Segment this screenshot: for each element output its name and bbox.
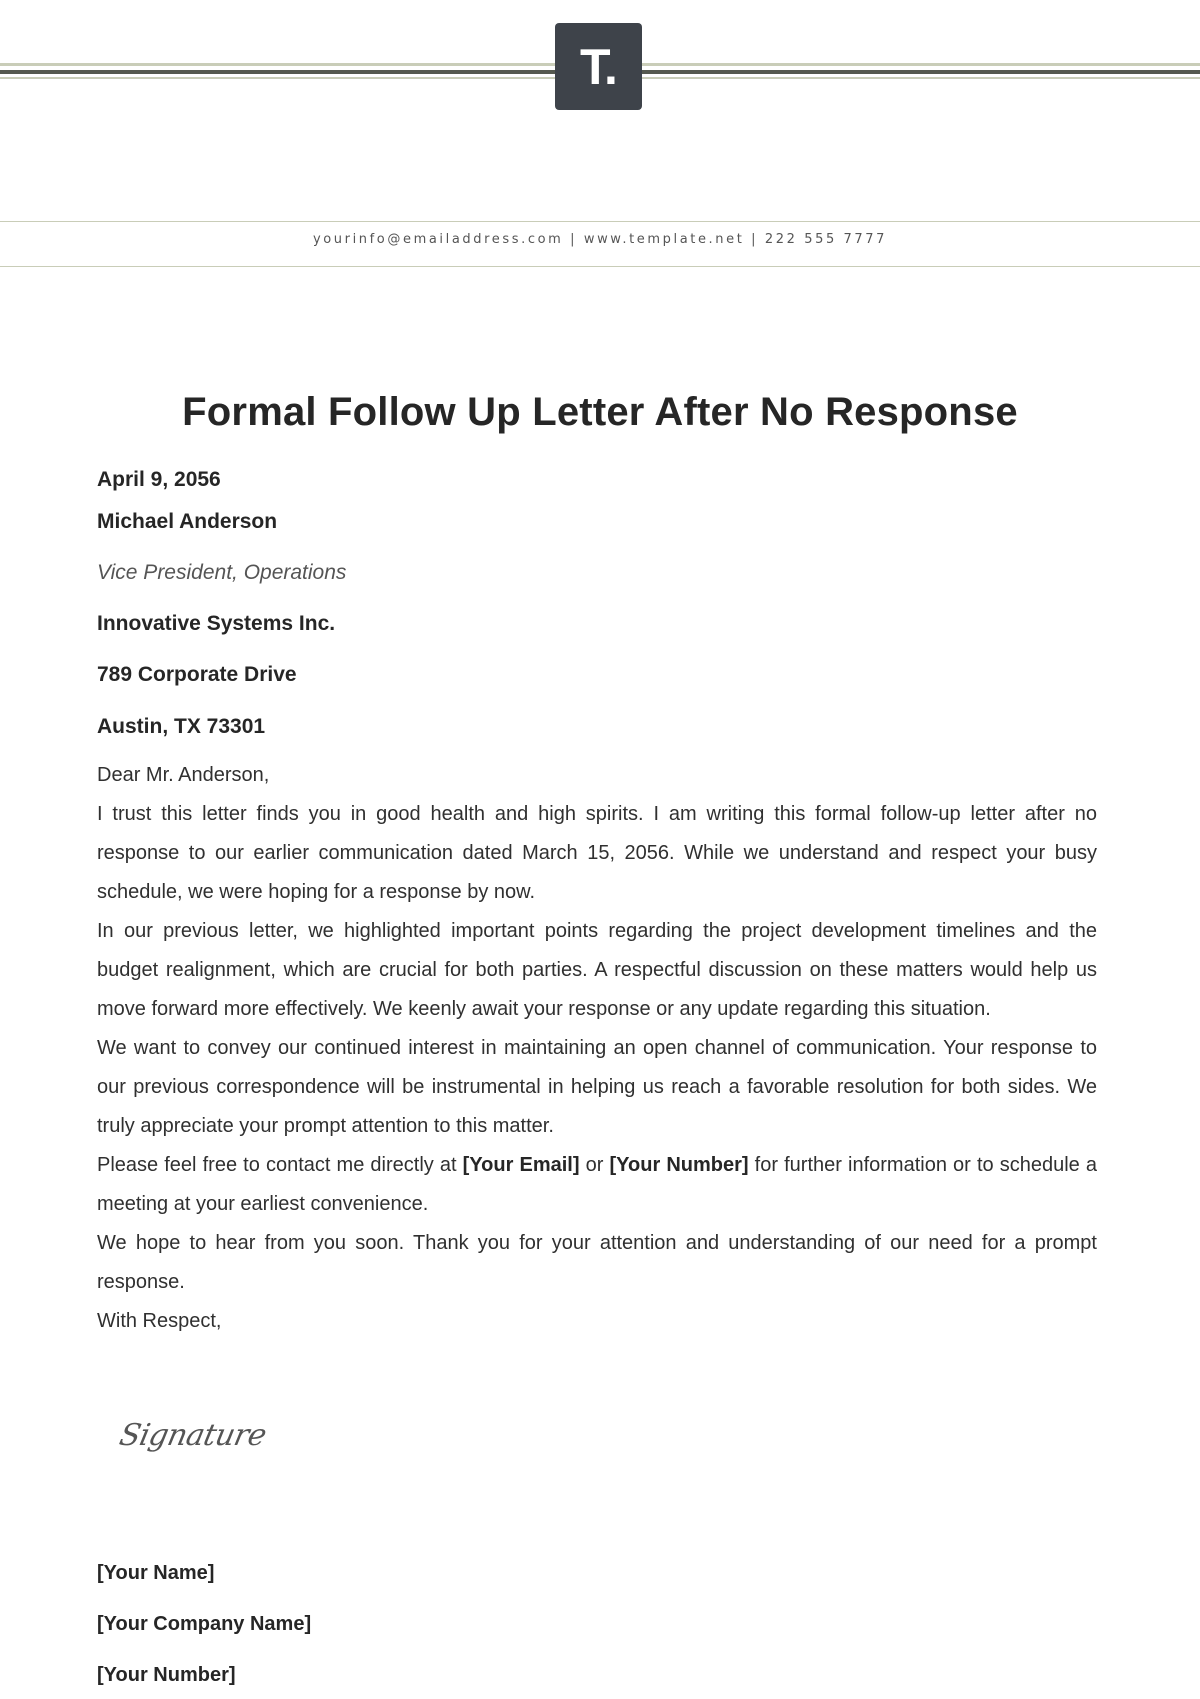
document-title: Formal Follow Up Letter After No Response: [182, 390, 1018, 434]
closing: With Respect,: [97, 1310, 222, 1332]
paragraph: In our previous letter, we highlighted important points regarding the project development timelines and the budget realignment, which are crucial for both parties. A respectful discussion on these matters would help us move forward more effectively. We keenly await your response or any update regarding this situation.: [97, 920, 1097, 1020]
paragraph: I trust this letter finds you in good health and high spirits. I am writing this formal follow-up letter after no response to our earlier communication dated March 15, 2056. While we understand and respect your busy schedule, we were hoping for a response by now.: [97, 803, 1097, 903]
logo-text: T.: [580, 38, 617, 95]
number-placeholder: [Your Number]: [609, 1154, 749, 1176]
paragraph: [97, 1146, 1097, 1224]
letter-body: [97, 756, 1097, 1341]
letterhead: [0, 0, 1200, 280]
contact-line: yourinfo@emailaddress.com | www.template.net | 222 555 7777: [312, 232, 888, 247]
paragraph-text: or: [579, 1154, 610, 1176]
letter-date: April 9, 2056: [97, 468, 221, 491]
recipient-position: Vice President, Operations: [97, 561, 347, 584]
signature: Signature: [116, 1418, 270, 1453]
recipient-city: Austin, TX 73301: [97, 715, 266, 738]
recipient-name: Michael Anderson: [97, 510, 278, 533]
divider: [0, 221, 1200, 222]
divider: [0, 266, 1200, 267]
recipient-street: 789 Corporate Drive: [97, 663, 297, 686]
recipient-company: Innovative Systems Inc.: [97, 612, 336, 635]
salutation: Dear Mr. Anderson,: [97, 764, 270, 786]
sender-company: [Your Company Name]: [97, 1613, 312, 1635]
paragraph-text: for further information or to schedule a meeting at your earliest convenience.: [97, 1154, 1098, 1215]
paragraph-text: Please feel free to contact me directly at: [97, 1154, 463, 1176]
paragraph: We hope to hear from you soon. Thank you for your attention and understanding of our need for a prompt response.: [97, 1232, 1097, 1293]
email-placeholder: [Your Email]: [462, 1154, 580, 1176]
sender-name: [Your Name]: [97, 1562, 215, 1584]
sender-number: [Your Number]: [97, 1664, 236, 1686]
paragraph: We want to convey our continued interest in maintaining an open channel of communication. Your response to our previous correspondence will be instrumental in helping us reach a favorable resolution for both sides. We truly appreciate your prompt attention to this matter.: [97, 1037, 1097, 1137]
logo: [555, 23, 642, 110]
